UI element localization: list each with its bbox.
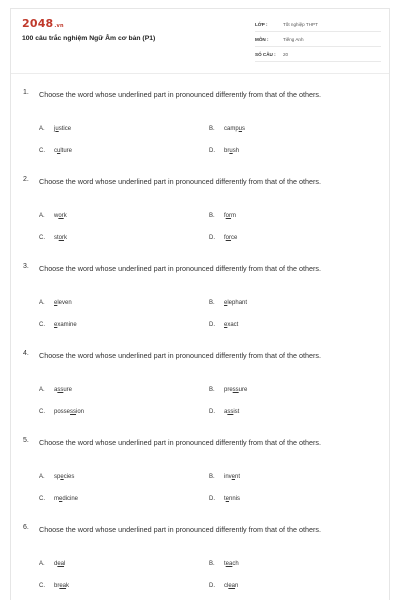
underlined-part: u <box>238 126 243 132</box>
answer-option[interactable] <box>209 409 239 415</box>
word-suffix: nt <box>235 474 241 480</box>
word-suffix: ion <box>76 409 85 415</box>
question-number: 2. <box>23 176 29 183</box>
option-letter: B. <box>209 300 215 306</box>
word-suffix: k <box>66 583 70 589</box>
option-letter: A. <box>39 213 45 219</box>
word-suffix: ch <box>232 561 239 567</box>
underlined-part: or <box>58 235 65 241</box>
answer-option[interactable] <box>39 148 72 154</box>
option-word <box>54 148 72 154</box>
meta-value: Tiếng Anh <box>283 36 304 42</box>
answer-option[interactable] <box>209 148 239 154</box>
word-suffix: xact <box>227 322 239 328</box>
word-prefix: f <box>224 235 226 241</box>
word-prefix: j <box>54 126 56 132</box>
answer-option[interactable] <box>39 583 69 589</box>
answer-option[interactable] <box>209 213 236 219</box>
word-suffix: n <box>235 583 239 589</box>
word-prefix: a <box>54 387 58 393</box>
option-letter: B. <box>209 474 215 480</box>
option-word <box>224 474 240 480</box>
answer-option[interactable] <box>39 561 65 567</box>
word-prefix: cl <box>224 583 229 589</box>
question-item <box>23 350 385 437</box>
question-item <box>23 263 385 350</box>
option-letter: C. <box>39 496 45 502</box>
answer-option[interactable] <box>39 322 77 328</box>
answer-option[interactable] <box>39 474 74 480</box>
underlined-part: ea <box>57 561 65 567</box>
underlined-part: e <box>225 496 230 502</box>
option-word <box>224 387 247 393</box>
answer-option[interactable] <box>209 126 245 132</box>
question-text: Choose the word whose underlined part in pronounced differently from that of the others. <box>39 264 321 273</box>
word-suffix: lture <box>60 148 73 154</box>
word-prefix: inv <box>224 474 232 480</box>
question-number: 5. <box>23 437 29 444</box>
option-letter: C. <box>39 409 45 415</box>
word-prefix: w <box>54 213 59 219</box>
answer-option[interactable] <box>39 213 67 219</box>
option-letter: D. <box>209 583 215 589</box>
question-text: Choose the word whose underlined part in pronounced differently from that of the others. <box>39 525 321 534</box>
meta-row-subject <box>255 32 381 47</box>
answer-option[interactable] <box>39 235 67 241</box>
underlined-part: u <box>229 148 233 154</box>
word-prefix: d <box>54 561 58 567</box>
underlined-part: ea <box>225 561 233 567</box>
word-suffix: k <box>64 235 68 241</box>
option-word <box>224 213 236 219</box>
word-prefix: camp <box>224 126 239 132</box>
underlined-part: or <box>225 235 232 241</box>
answer-option[interactable] <box>209 474 240 480</box>
underlined-part: ss <box>70 409 77 415</box>
logo-main: 2048 <box>22 17 54 30</box>
meta-label: MÔN : <box>255 36 269 42</box>
option-letter: D. <box>209 148 215 154</box>
option-word <box>224 583 238 589</box>
question-item <box>23 437 385 524</box>
option-letter: B. <box>209 213 215 219</box>
word-prefix: m <box>54 496 59 502</box>
meta-label: LỚP : <box>255 21 268 27</box>
option-letter: A. <box>39 126 45 132</box>
option-word <box>224 409 239 415</box>
underlined-part: e <box>59 496 63 502</box>
option-word <box>54 583 69 589</box>
word-suffix: s <box>242 126 246 132</box>
answer-option[interactable] <box>209 300 247 306</box>
underlined-part: or <box>58 213 64 219</box>
answer-option[interactable] <box>209 235 237 241</box>
word-suffix: ure <box>238 387 248 393</box>
underlined-part: ss <box>57 387 64 393</box>
question-text: Choose the word whose underlined part in pronounced differently from that of the others. <box>39 438 321 447</box>
question-item <box>23 89 385 176</box>
word-prefix: f <box>224 213 226 219</box>
option-letter: A. <box>39 561 45 567</box>
option-letter: C. <box>39 583 45 589</box>
word-prefix: t <box>224 496 226 502</box>
word-suffix: lephant <box>227 300 248 306</box>
option-word <box>54 409 84 415</box>
option-letter: B. <box>209 387 215 393</box>
answer-option[interactable] <box>209 322 238 328</box>
option-word <box>54 300 72 306</box>
word-prefix: posse <box>54 409 71 415</box>
word-suffix: xamine <box>57 322 77 328</box>
option-word <box>224 235 237 241</box>
underlined-part: ss <box>232 387 239 393</box>
answer-option[interactable] <box>209 561 239 567</box>
option-word <box>224 148 239 154</box>
question-text: Choose the word whose underlined part in pronounced differently from that of the others. <box>39 351 321 360</box>
question-text: Choose the word whose underlined part in pronounced differently from that of the others. <box>39 90 321 99</box>
option-letter: D. <box>209 322 215 328</box>
word-suffix: k <box>63 213 67 219</box>
document-title: 100 câu trắc nghiệm Ngữ Âm cơ bản (P1) <box>22 35 156 42</box>
question-text: Choose the word whose underlined part in pronounced differently from that of the others. <box>39 177 321 186</box>
option-letter: C. <box>39 322 45 328</box>
meta-label: SỐ CÂU : <box>255 51 276 57</box>
word-suffix: dicine <box>62 496 79 502</box>
underlined-part: ea <box>59 583 67 589</box>
option-word <box>224 496 240 502</box>
word-suffix: ist <box>233 409 240 415</box>
underlined-part: u <box>55 126 59 132</box>
option-letter: D. <box>209 235 215 241</box>
question-list <box>23 89 385 600</box>
answer-option[interactable] <box>39 409 84 415</box>
underlined-part: or <box>225 213 232 219</box>
option-letter: D. <box>209 409 215 415</box>
option-letter: B. <box>209 126 215 132</box>
answer-option[interactable] <box>209 583 238 589</box>
question-number: 1. <box>23 89 29 96</box>
word-suffix: cies <box>63 474 75 480</box>
word-prefix: pre <box>224 387 233 393</box>
option-word <box>54 213 67 219</box>
document-page <box>10 8 390 600</box>
option-word <box>54 235 67 241</box>
option-letter: A. <box>39 387 45 393</box>
option-letter: C. <box>39 235 45 241</box>
option-letter: A. <box>39 300 45 306</box>
underlined-part: e <box>54 300 58 306</box>
word-suffix: l <box>64 561 66 567</box>
underlined-part: ss <box>227 409 234 415</box>
word-suffix: nnis <box>229 496 241 502</box>
meta-row-class <box>255 17 381 32</box>
underlined-part: e <box>54 322 58 328</box>
underlined-part: u <box>57 148 61 154</box>
question-number: 4. <box>23 350 29 357</box>
site-logo[interactable] <box>22 17 64 30</box>
answer-option[interactable] <box>39 387 72 393</box>
option-letter: C. <box>39 148 45 154</box>
option-word <box>54 474 74 480</box>
option-letter: B. <box>209 561 215 567</box>
question-item <box>23 524 385 600</box>
option-letter: A. <box>39 474 45 480</box>
header-divider <box>11 73 389 74</box>
option-letter: D. <box>209 496 215 502</box>
question-number: 6. <box>23 524 29 531</box>
word-suffix: m <box>231 213 237 219</box>
question-number: 3. <box>23 263 29 270</box>
word-suffix: stice <box>58 126 72 132</box>
answer-option[interactable] <box>209 496 240 502</box>
answer-option[interactable] <box>39 300 72 306</box>
word-suffix: leven <box>57 300 72 306</box>
word-prefix: br <box>54 583 60 589</box>
answer-option[interactable] <box>39 126 71 132</box>
word-suffix: sh <box>232 148 240 154</box>
logo-suffix: .vn <box>54 23 64 29</box>
word-suffix: ure <box>63 387 73 393</box>
option-word <box>54 387 72 393</box>
underlined-part: ea <box>228 583 236 589</box>
option-word <box>224 561 239 567</box>
option-word <box>54 561 65 567</box>
underlined-part: e <box>224 300 228 306</box>
option-word <box>54 496 78 502</box>
meta-row-count <box>255 47 381 62</box>
underlined-part: e <box>60 474 64 480</box>
word-prefix: br <box>224 148 230 154</box>
option-word <box>224 126 245 132</box>
meta-table <box>255 17 381 62</box>
option-word <box>224 322 238 328</box>
meta-value: Tốt nghiệp THPT <box>283 21 318 27</box>
word-prefix: sp <box>54 474 61 480</box>
word-prefix: a <box>224 409 228 415</box>
word-prefix: t <box>224 561 226 567</box>
option-word <box>224 300 247 306</box>
underlined-part: e <box>224 322 228 328</box>
underlined-part: e <box>231 474 236 480</box>
word-suffix: ce <box>231 235 238 241</box>
answer-option[interactable] <box>209 387 247 393</box>
meta-value: 20 <box>283 51 289 57</box>
answer-option[interactable] <box>39 496 78 502</box>
option-word <box>54 322 77 328</box>
option-word <box>54 126 71 132</box>
word-prefix: st <box>54 235 59 241</box>
question-item <box>23 176 385 263</box>
word-prefix: c <box>54 148 57 154</box>
